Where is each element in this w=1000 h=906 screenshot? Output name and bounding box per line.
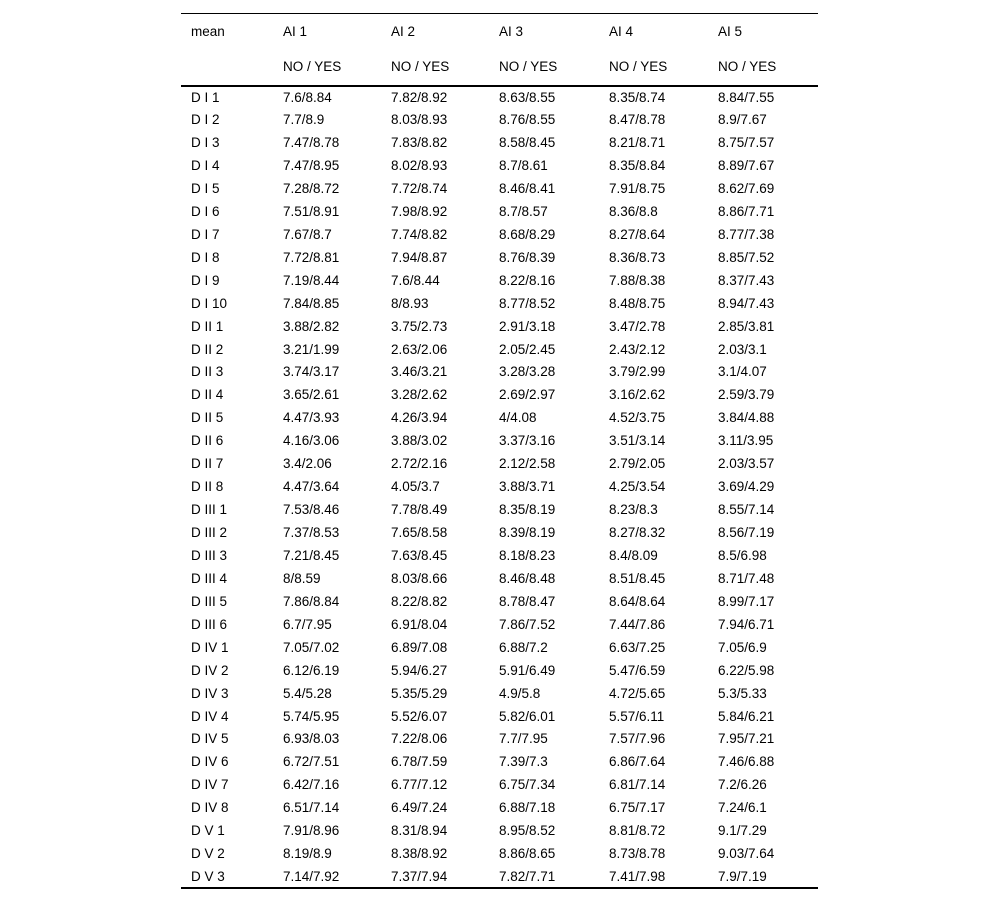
cell-no-yes-mean: 4.26/3.94: [391, 410, 448, 426]
table-row: [181, 154, 818, 177]
cell-no-yes-mean: 2.05/2.45: [499, 341, 556, 357]
cell-no-yes-mean: 8.03/8.93: [391, 112, 448, 128]
cell-no-yes-mean: 8.19/8.9: [283, 846, 332, 862]
column-header-ai5: AI 5: [718, 24, 743, 39]
cell-no-yes-mean: 8.84/7.55: [718, 89, 775, 105]
cell-no-yes-mean: 7.94/6.71: [718, 616, 775, 632]
table-row: [181, 338, 818, 361]
cell-no-yes-mean: 7.7/7.95: [499, 731, 548, 747]
row-label: D IV 5: [191, 731, 229, 747]
cell-no-yes-mean: 3.46/3.21: [391, 364, 448, 380]
cell-no-yes-mean: 8.56/7.19: [718, 525, 775, 541]
table-row: [181, 292, 818, 315]
row-label: D V 3: [191, 868, 225, 884]
cell-no-yes-mean: 7.05/7.02: [283, 639, 340, 655]
cell-no-yes-mean: 7.94/8.87: [391, 249, 448, 265]
cell-no-yes-mean: 7.83/8.82: [391, 135, 448, 151]
results-table: [181, 13, 818, 889]
column-header-ai1: AI 1: [283, 24, 308, 39]
cell-no-yes-mean: 2.91/3.18: [499, 318, 556, 334]
cell-no-yes-mean: 8.46/8.48: [499, 570, 556, 586]
cell-no-yes-mean: 8.63/8.55: [499, 89, 556, 105]
cell-no-yes-mean: 6.75/7.17: [609, 800, 666, 816]
cell-no-yes-mean: 4.9/5.8: [499, 685, 541, 701]
cell-no-yes-mean: 3.37/3.16: [499, 433, 556, 449]
cell-no-yes-mean: 8.39/8.19: [499, 525, 556, 541]
cell-no-yes-mean: 7.21/8.45: [283, 547, 340, 563]
table-row: [181, 797, 818, 820]
row-label: D IV 8: [191, 800, 229, 816]
cell-no-yes-mean: 8/8.59: [283, 570, 321, 586]
table-row: [181, 361, 818, 384]
cell-no-yes-mean: 7.82/7.71: [499, 868, 556, 884]
table-row: [181, 86, 818, 109]
cell-no-yes-mean: 8.27/8.32: [609, 525, 666, 541]
cell-no-yes-mean: 8.78/8.47: [499, 593, 556, 609]
row-label: D II 6: [191, 433, 224, 449]
cell-no-yes-mean: 5.47/6.59: [609, 662, 666, 678]
cell-no-yes-mean: 4.16/3.06: [283, 433, 340, 449]
cell-no-yes-mean: 3.88/2.82: [283, 318, 340, 334]
row-label: D V 1: [191, 823, 225, 839]
cell-no-yes-mean: 8.68/8.29: [499, 226, 556, 242]
cell-no-yes-mean: 7.53/8.46: [283, 502, 340, 518]
cell-no-yes-mean: 8.37/7.43: [718, 272, 775, 288]
cell-no-yes-mean: 4/4.08: [499, 410, 537, 426]
cell-no-yes-mean: 8.86/7.71: [718, 203, 775, 219]
cell-no-yes-mean: 6.81/7.14: [609, 777, 666, 793]
cell-no-yes-mean: 8.21/8.71: [609, 135, 666, 151]
row-label: D I 8: [191, 249, 220, 265]
subheader-no-yes: NO / YES: [718, 59, 777, 75]
subheader-no-yes: NO / YES: [283, 59, 342, 75]
cell-no-yes-mean: 8.89/7.67: [718, 158, 775, 174]
cell-no-yes-mean: 6.72/7.51: [283, 754, 340, 770]
row-label: D IV 1: [191, 639, 229, 655]
cell-no-yes-mean: 7.72/8.74: [391, 180, 448, 196]
table-row: [181, 728, 818, 751]
row-label: D II 5: [191, 410, 224, 426]
subheader-no-yes: NO / YES: [609, 59, 668, 75]
cell-no-yes-mean: 7.74/8.82: [391, 226, 448, 242]
column-header-mean: mean: [191, 24, 225, 39]
cell-no-yes-mean: 9.1/7.29: [718, 823, 767, 839]
cell-no-yes-mean: 4.47/3.93: [283, 410, 340, 426]
row-label: D IV 2: [191, 662, 229, 678]
cell-no-yes-mean: 2.79/2.05: [609, 456, 666, 472]
row-label: D V 2: [191, 846, 225, 862]
table-row: [181, 521, 818, 544]
cell-no-yes-mean: 7.86/8.84: [283, 593, 340, 609]
cell-no-yes-mean: 3.74/3.17: [283, 364, 340, 380]
cell-no-yes-mean: 8.22/8.16: [499, 272, 556, 288]
table-header: [181, 14, 818, 86]
row-label: D I 3: [191, 135, 220, 151]
cell-no-yes-mean: 7.63/8.45: [391, 547, 448, 563]
cell-no-yes-mean: 3.28/3.28: [499, 364, 556, 380]
cell-no-yes-mean: 3.28/2.62: [391, 387, 448, 403]
row-label: D II 1: [191, 318, 224, 334]
cell-no-yes-mean: 7.9/7.19: [718, 868, 767, 884]
row-label: D I 1: [191, 89, 220, 105]
header-row: [181, 14, 818, 50]
cell-no-yes-mean: 6.77/7.12: [391, 777, 448, 793]
table-row: [181, 131, 818, 154]
row-label: D II 4: [191, 387, 224, 403]
table-row: [181, 613, 818, 636]
cell-no-yes-mean: 9.03/7.64: [718, 846, 775, 862]
row-label: D I 10: [191, 295, 228, 311]
cell-no-yes-mean: 7.84/8.85: [283, 295, 340, 311]
cell-no-yes-mean: 2.69/2.97: [499, 387, 556, 403]
cell-no-yes-mean: 6.78/7.59: [391, 754, 448, 770]
table-row: [181, 407, 818, 430]
cell-no-yes-mean: 8.94/7.43: [718, 295, 775, 311]
row-label: D IV 3: [191, 685, 229, 701]
cell-no-yes-mean: 7.65/8.58: [391, 525, 448, 541]
row-label: D III 1: [191, 502, 228, 518]
cell-no-yes-mean: 3.1/4.07: [718, 364, 767, 380]
cell-no-yes-mean: 7.6/8.44: [391, 272, 440, 288]
cell-no-yes-mean: 6.88/7.18: [499, 800, 556, 816]
cell-no-yes-mean: 6.89/7.08: [391, 639, 448, 655]
cell-no-yes-mean: 7.67/8.7: [283, 226, 332, 242]
cell-no-yes-mean: 8.35/8.84: [609, 158, 666, 174]
cell-no-yes-mean: 8.81/8.72: [609, 823, 666, 839]
cell-no-yes-mean: 8.62/7.69: [718, 180, 775, 196]
cell-no-yes-mean: 8.73/8.78: [609, 846, 666, 862]
row-label: D III 2: [191, 525, 228, 541]
table-row: [181, 820, 818, 843]
cell-no-yes-mean: 5.3/5.33: [718, 685, 767, 701]
row-label: D I 2: [191, 112, 220, 128]
cell-no-yes-mean: 7.51/8.91: [283, 203, 340, 219]
table-row: [181, 498, 818, 521]
row-label: D II 3: [191, 364, 224, 380]
table-row: [181, 453, 818, 476]
cell-no-yes-mean: 3.47/2.78: [609, 318, 666, 334]
cell-no-yes-mean: 3.16/2.62: [609, 387, 666, 403]
cell-no-yes-mean: 3.4/2.06: [283, 456, 332, 472]
cell-no-yes-mean: 6.12/6.19: [283, 662, 340, 678]
cell-no-yes-mean: 8.18/8.23: [499, 547, 556, 563]
cell-no-yes-mean: 5.74/5.95: [283, 708, 340, 724]
cell-no-yes-mean: 8.86/8.65: [499, 846, 556, 862]
row-label: D II 7: [191, 456, 224, 472]
cell-no-yes-mean: 8.5/6.98: [718, 547, 767, 563]
cell-no-yes-mean: 7.78/8.49: [391, 502, 448, 518]
row-label: D III 4: [191, 570, 228, 586]
cell-no-yes-mean: 2.59/3.79: [718, 387, 775, 403]
cell-no-yes-mean: 8.36/8.73: [609, 249, 666, 265]
cell-no-yes-mean: 7.05/6.9: [718, 639, 767, 655]
cell-no-yes-mean: 7.86/7.52: [499, 616, 556, 632]
cell-no-yes-mean: 3.21/1.99: [283, 341, 340, 357]
cell-no-yes-mean: 7.47/8.78: [283, 135, 340, 151]
cell-no-yes-mean: 5.52/6.07: [391, 708, 448, 724]
cell-no-yes-mean: 6.42/7.16: [283, 777, 340, 793]
table-row: [181, 544, 818, 567]
cell-no-yes-mean: 8.76/8.39: [499, 249, 556, 265]
table-row: [181, 842, 818, 865]
row-label: D I 9: [191, 272, 220, 288]
cell-no-yes-mean: 7.2/6.26: [718, 777, 767, 793]
cell-no-yes-mean: 7.44/7.86: [609, 616, 666, 632]
cell-no-yes-mean: 3.88/3.02: [391, 433, 448, 449]
table-body: [181, 86, 818, 889]
row-label: D III 5: [191, 593, 228, 609]
cell-no-yes-mean: 5.4/5.28: [283, 685, 332, 701]
table-row: [181, 705, 818, 728]
cell-no-yes-mean: 8.7/8.61: [499, 158, 548, 174]
cell-no-yes-mean: 7.37/8.53: [283, 525, 340, 541]
cell-no-yes-mean: 8.85/7.52: [718, 249, 775, 265]
cell-no-yes-mean: 3.79/2.99: [609, 364, 666, 380]
cell-no-yes-mean: 7.39/7.3: [499, 754, 548, 770]
table-row: [181, 475, 818, 498]
table-row: [181, 108, 818, 131]
cell-no-yes-mean: 4.25/3.54: [609, 479, 666, 495]
cell-no-yes-mean: 6.88/7.2: [499, 639, 548, 655]
cell-no-yes-mean: 5.35/5.29: [391, 685, 448, 701]
row-label: D III 6: [191, 616, 228, 632]
cell-no-yes-mean: 8.22/8.82: [391, 593, 448, 609]
cell-no-yes-mean: 3.84/4.88: [718, 410, 775, 426]
subheader-no-yes: NO / YES: [391, 59, 450, 75]
cell-no-yes-mean: 7.88/8.38: [609, 272, 666, 288]
column-header-ai2: AI 2: [391, 24, 416, 39]
cell-no-yes-mean: 8.46/8.41: [499, 180, 556, 196]
row-label: D III 3: [191, 547, 228, 563]
results-table-container: [181, 13, 818, 889]
cell-no-yes-mean: 4.05/3.7: [391, 479, 440, 495]
cell-no-yes-mean: 2.03/3.1: [718, 341, 767, 357]
cell-no-yes-mean: 8.48/8.75: [609, 295, 666, 311]
cell-no-yes-mean: 6.75/7.34: [499, 777, 556, 793]
cell-no-yes-mean: 8.58/8.45: [499, 135, 556, 151]
table-row: [181, 315, 818, 338]
cell-no-yes-mean: 7.24/6.1: [718, 800, 767, 816]
table-row: [181, 567, 818, 590]
cell-no-yes-mean: 8.23/8.3: [609, 502, 658, 518]
cell-no-yes-mean: 7.41/7.98: [609, 868, 666, 884]
row-label: D II 8: [191, 479, 224, 495]
cell-no-yes-mean: 8.55/7.14: [718, 502, 775, 518]
cell-no-yes-mean: 7.98/8.92: [391, 203, 448, 219]
cell-no-yes-mean: 8.4/8.09: [609, 547, 658, 563]
cell-no-yes-mean: 8.77/7.38: [718, 226, 775, 242]
cell-no-yes-mean: 4.72/5.65: [609, 685, 666, 701]
cell-no-yes-mean: 3.69/4.29: [718, 479, 775, 495]
cell-no-yes-mean: 6.22/5.98: [718, 662, 775, 678]
cell-no-yes-mean: 8.64/8.64: [609, 593, 666, 609]
table-row: [181, 590, 818, 613]
cell-no-yes-mean: 8.76/8.55: [499, 112, 556, 128]
cell-no-yes-mean: 8.99/7.17: [718, 593, 775, 609]
cell-no-yes-mean: 7.72/8.81: [283, 249, 340, 265]
cell-no-yes-mean: 7.91/8.75: [609, 180, 666, 196]
cell-no-yes-mean: 6.51/7.14: [283, 800, 340, 816]
cell-no-yes-mean: 8.27/8.64: [609, 226, 666, 242]
column-header-ai3: AI 3: [499, 24, 524, 39]
cell-no-yes-mean: 8.75/7.57: [718, 135, 775, 151]
cell-no-yes-mean: 7.47/8.95: [283, 158, 340, 174]
column-header-ai4: AI 4: [609, 24, 634, 39]
cell-no-yes-mean: 8.36/8.8: [609, 203, 658, 219]
row-label: D I 6: [191, 203, 220, 219]
cell-no-yes-mean: 3.11/3.95: [718, 433, 774, 449]
cell-no-yes-mean: 7.28/8.72: [283, 180, 340, 196]
cell-no-yes-mean: 7.95/7.21: [718, 731, 775, 747]
table-row: [181, 659, 818, 682]
row-label: D IV 7: [191, 777, 229, 793]
cell-no-yes-mean: 8.95/8.52: [499, 823, 556, 839]
cell-no-yes-mean: 5.57/6.11: [609, 708, 665, 724]
cell-no-yes-mean: 6.7/7.95: [283, 616, 332, 632]
cell-no-yes-mean: 3.88/3.71: [499, 479, 556, 495]
cell-no-yes-mean: 7.37/7.94: [391, 868, 448, 884]
cell-no-yes-mean: 7.82/8.92: [391, 89, 448, 105]
cell-no-yes-mean: 7.14/7.92: [283, 868, 340, 884]
cell-no-yes-mean: 8.35/8.74: [609, 89, 666, 105]
cell-no-yes-mean: 7.22/8.06: [391, 731, 448, 747]
cell-no-yes-mean: 8.35/8.19: [499, 502, 556, 518]
cell-no-yes-mean: 7.91/8.96: [283, 823, 340, 839]
cell-no-yes-mean: 8.02/8.93: [391, 158, 448, 174]
cell-no-yes-mean: 8.38/8.92: [391, 846, 448, 862]
row-label: D I 5: [191, 180, 220, 196]
cell-no-yes-mean: 8.03/8.66: [391, 570, 448, 586]
cell-no-yes-mean: 8.51/8.45: [609, 570, 666, 586]
cell-no-yes-mean: 7.7/8.9: [283, 112, 325, 128]
table-row: [181, 636, 818, 659]
cell-no-yes-mean: 3.75/2.73: [391, 318, 448, 334]
cell-no-yes-mean: 5.91/6.49: [499, 662, 556, 678]
cell-no-yes-mean: 8.31/8.94: [391, 823, 448, 839]
row-label: D I 4: [191, 158, 220, 174]
cell-no-yes-mean: 6.49/7.24: [391, 800, 448, 816]
row-label: D I 7: [191, 226, 220, 242]
row-label: D IV 6: [191, 754, 229, 770]
cell-no-yes-mean: 2.85/3.81: [718, 318, 775, 334]
cell-no-yes-mean: 8.9/7.67: [718, 112, 767, 128]
cell-no-yes-mean: 8.7/8.57: [499, 203, 548, 219]
table-row: [181, 682, 818, 705]
cell-no-yes-mean: 8.47/8.78: [609, 112, 666, 128]
subheader-row: [181, 50, 818, 86]
cell-no-yes-mean: 6.91/8.04: [391, 616, 448, 632]
table-row: [181, 200, 818, 223]
cell-no-yes-mean: 4.47/3.64: [283, 479, 340, 495]
cell-no-yes-mean: 7.6/8.84: [283, 89, 332, 105]
cell-no-yes-mean: 7.19/8.44: [283, 272, 340, 288]
table-row: [181, 269, 818, 292]
cell-no-yes-mean: 8.71/7.48: [718, 570, 775, 586]
cell-no-yes-mean: 6.63/7.25: [609, 639, 666, 655]
table-row: [181, 177, 818, 200]
cell-no-yes-mean: 2.72/2.16: [391, 456, 448, 472]
row-label: D IV 4: [191, 708, 229, 724]
cell-no-yes-mean: 8/8.93: [391, 295, 429, 311]
table-row: [181, 223, 818, 246]
cell-no-yes-mean: 6.93/8.03: [283, 731, 340, 747]
cell-no-yes-mean: 2.63/2.06: [391, 341, 448, 357]
table-row: [181, 751, 818, 774]
cell-no-yes-mean: 3.65/2.61: [283, 387, 340, 403]
cell-no-yes-mean: 2.03/3.57: [718, 456, 775, 472]
cell-no-yes-mean: 2.12/2.58: [499, 456, 556, 472]
subheader-no-yes: NO / YES: [499, 59, 558, 75]
table-row: [181, 384, 818, 407]
cell-no-yes-mean: 7.57/7.96: [609, 731, 666, 747]
cell-no-yes-mean: 2.43/2.12: [609, 341, 666, 357]
cell-no-yes-mean: 5.82/6.01: [499, 708, 556, 724]
table-row: [181, 430, 818, 453]
cell-no-yes-mean: 6.86/7.64: [609, 754, 666, 770]
cell-no-yes-mean: 8.77/8.52: [499, 295, 556, 311]
cell-no-yes-mean: 5.84/6.21: [718, 708, 775, 724]
cell-no-yes-mean: 3.51/3.14: [609, 433, 666, 449]
table-row: [181, 865, 818, 888]
subheader-empty: [181, 50, 273, 86]
row-label: D II 2: [191, 341, 224, 357]
table-row: [181, 774, 818, 797]
cell-no-yes-mean: 4.52/3.75: [609, 410, 666, 426]
cell-no-yes-mean: 5.94/6.27: [391, 662, 448, 678]
cell-no-yes-mean: 7.46/6.88: [718, 754, 775, 770]
table-row: [181, 246, 818, 269]
